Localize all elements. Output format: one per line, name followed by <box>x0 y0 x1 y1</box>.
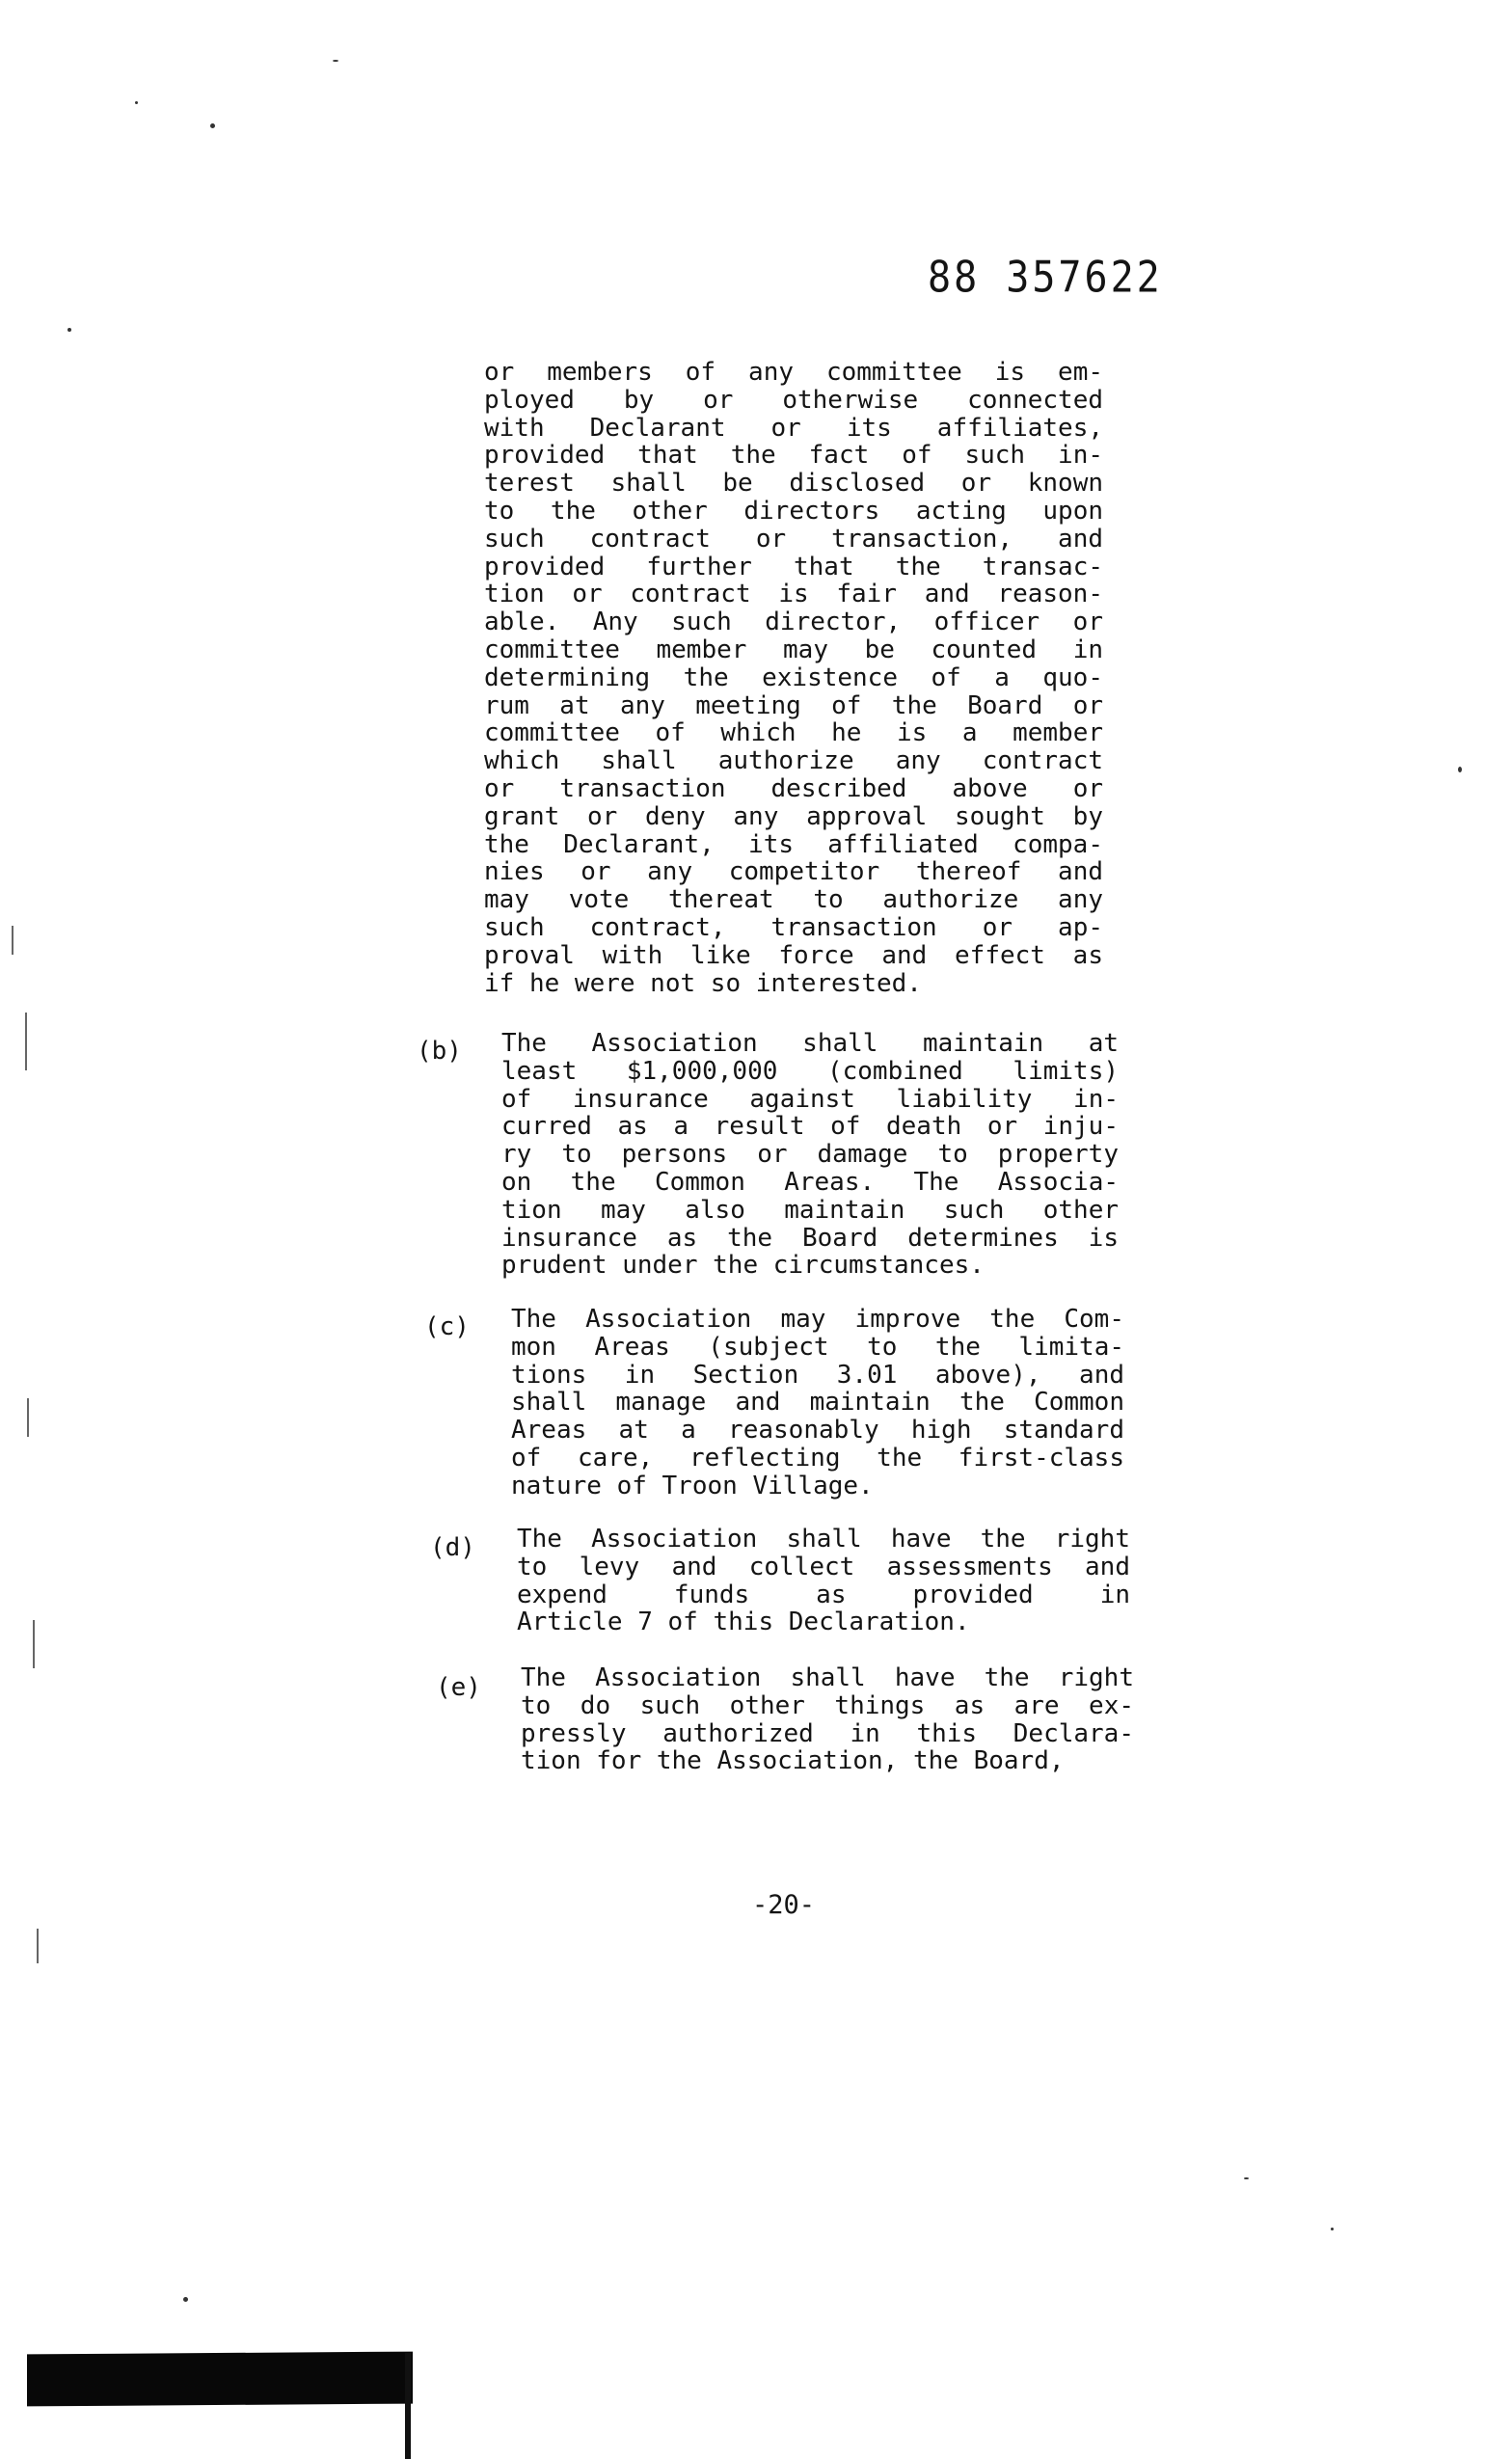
scan-speck <box>210 123 215 128</box>
scan-speck <box>1244 2177 1249 2179</box>
paragraph-b <box>501 1030 1119 1280</box>
text-line: of care, reflecting the first-class <box>511 1443 1124 1473</box>
text-line: least $1,000,000 (combined limits) <box>501 1056 1119 1086</box>
text-line: to do such other things as are ex- <box>521 1690 1134 1720</box>
text-line: to the other directors acting upon <box>484 496 1103 526</box>
scan-margin-mark <box>37 1929 39 1963</box>
text-line: if he were not so interested. <box>484 968 922 998</box>
scan-speck <box>183 2297 188 2302</box>
text-line: prudent under the circumstances. <box>501 1251 985 1281</box>
text-line: tion may also maintain such other <box>501 1195 1119 1225</box>
text-line: grant or deny any approval sought by <box>484 801 1103 831</box>
scan-speck <box>68 328 71 332</box>
text-line: may vote thereat to authorize any <box>484 885 1103 915</box>
text-line: committee of which he is a member <box>484 718 1103 748</box>
text-line: on the Common Areas. The Associa- <box>501 1167 1119 1197</box>
page-number: -20- <box>752 1890 816 1920</box>
text-line: or members of any committee is em- <box>484 358 1103 387</box>
text-line: provided that the fact of such in- <box>484 441 1103 471</box>
scan-margin-mark <box>27 1398 29 1437</box>
text-line: The Association shall have the right <box>521 1663 1134 1692</box>
text-line: nature of Troon Village. <box>511 1471 874 1500</box>
text-line: of insurance against liability in- <box>501 1084 1119 1114</box>
scan-edge-bar <box>405 2353 411 2459</box>
text-line: expend funds as provided in <box>517 1580 1130 1609</box>
scan-speck <box>1458 767 1462 772</box>
text-line: to levy and collect assessments and <box>517 1552 1130 1581</box>
text-line: terest shall be disclosed or known <box>484 469 1103 499</box>
scan-margin-mark <box>33 1620 35 1668</box>
continuation-paragraph <box>484 359 1103 997</box>
paragraph-marker-b: (b) <box>417 1037 462 1066</box>
text-line: curred as a result of death or inju- <box>501 1112 1119 1142</box>
text-line: such contract or transaction, and <box>484 524 1103 554</box>
text-line: such contract, transaction or ap- <box>484 912 1103 942</box>
text-line: shall manage and maintain the Common <box>511 1388 1124 1418</box>
text-line: mon Areas (subject to the limita- <box>511 1332 1124 1362</box>
text-line: rum at any meeting of the Board or <box>484 690 1103 720</box>
text-line: ployed by or otherwise connected <box>484 385 1103 415</box>
text-line: committee member may be counted in <box>484 635 1103 664</box>
document-number: 88 357622 <box>928 253 1163 303</box>
scan-speck <box>1331 2228 1334 2230</box>
paragraph-d <box>517 1526 1130 1636</box>
text-line: or transaction described above or <box>484 773 1103 803</box>
text-line: which shall authorize any contract <box>484 746 1103 776</box>
scan-edge-bar <box>27 2352 413 2407</box>
text-line: Areas at a reasonably high standard <box>511 1416 1124 1446</box>
text-line: with Declarant or its affiliates, <box>484 413 1103 443</box>
text-line: tions in Section 3.01 above), and <box>511 1360 1124 1390</box>
text-line: The Association shall maintain at <box>501 1029 1119 1058</box>
text-line: pressly authorized in this Declara- <box>521 1718 1134 1748</box>
text-line: The Association may improve the Com- <box>511 1305 1124 1334</box>
text-line: The Association shall have the right <box>517 1525 1130 1554</box>
text-line: Article 7 of this Declaration. <box>517 1608 970 1637</box>
scan-margin-mark <box>25 1013 27 1070</box>
paragraph-marker-d: (d) <box>430 1533 475 1562</box>
text-line: the Declarant, its affiliated compa- <box>484 829 1103 859</box>
text-line: determining the existence of a quo- <box>484 662 1103 692</box>
paragraph-marker-e: (e) <box>436 1673 481 1702</box>
text-line: provided further that the transac- <box>484 552 1103 581</box>
paragraph-c <box>511 1306 1124 1500</box>
text-line: tion or contract is fair and reason- <box>484 580 1103 609</box>
paragraph-marker-c: (c) <box>424 1312 470 1341</box>
text-line: proval with like force and effect as <box>484 940 1103 970</box>
scan-speck <box>135 101 138 104</box>
scan-margin-mark <box>12 926 14 955</box>
text-line: tion for the Association, the Board, <box>521 1746 1065 1776</box>
text-line: ry to persons or damage to property <box>501 1140 1119 1170</box>
text-line: nies or any competitor thereof and <box>484 857 1103 887</box>
text-line: insurance as the Board determines is <box>501 1223 1119 1253</box>
scan-speck <box>333 60 338 62</box>
paragraph-e <box>521 1664 1134 1775</box>
text-line: able. Any such director, officer or <box>484 608 1103 637</box>
